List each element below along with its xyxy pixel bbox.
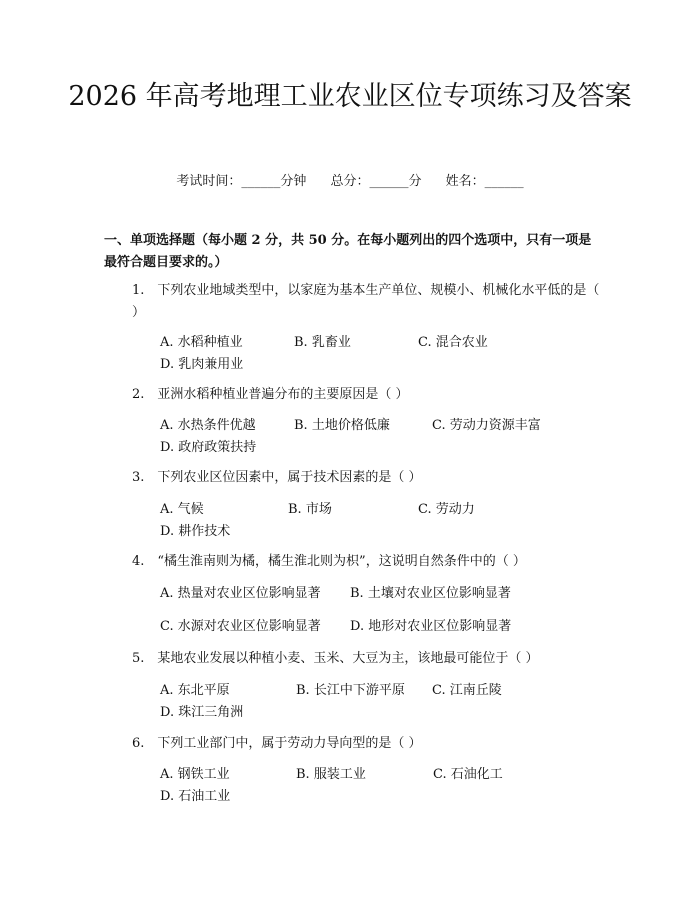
question-5: [104, 648, 600, 670]
exam-meta: [0, 170, 700, 189]
question-stem: 2. 亚洲水稻种植业普遍分布的主要原因是（ ）: [132, 387, 409, 402]
exam-name: 姓名：______: [445, 174, 524, 189]
option-b: B. 乳畜业: [294, 335, 351, 350]
question-stem: 6. 下列工业部门中，属于劳动力导向型的是（ ）: [132, 736, 422, 751]
option-a: A. 水稻种植业: [160, 335, 243, 350]
option-d: D. 地形对农业区位影响显著: [350, 619, 512, 634]
option-d: D. 石油工业: [160, 789, 231, 804]
question-4-options-row-2: [104, 616, 600, 638]
option-b: B. 土壤对农业区位影响显著: [350, 586, 511, 601]
option-b: B. 土地价格低廉: [294, 418, 390, 433]
question-1-options: [104, 332, 600, 376]
exam-time: 考试时间：______分钟: [176, 174, 307, 189]
option-c: C. 劳动力资源丰富: [432, 418, 541, 433]
question-1: [104, 280, 600, 324]
question-stem: 3. 下列农业区位因素中，属于技术因素的是（ ）: [132, 470, 422, 485]
option-a: A. 气候: [160, 502, 204, 517]
question-6: [104, 733, 600, 755]
option-c: C. 石油化工: [433, 767, 503, 782]
question-3: [104, 467, 600, 489]
question-5-options: [104, 680, 600, 724]
question-2-options: [104, 415, 600, 459]
question-2: [104, 384, 600, 406]
option-d: D. 耕作技术: [160, 524, 231, 539]
question-stem: 5. 某地农业发展以种植小麦、玉米、大豆为主，该地最可能位于（ ）: [132, 651, 539, 666]
question-4-options-row-1: [104, 583, 600, 605]
option-c: C. 水源对农业区位影响显著: [160, 619, 321, 634]
option-d: D. 乳肉兼用业: [160, 357, 244, 372]
question-3-options: [104, 499, 600, 543]
section-heading: 一、单项选择题（每小题 2 分，共 50 分。在每小题列出的四个选项中，只有一项是最符合题目要求的。）: [104, 233, 592, 270]
option-b: B. 服装工业: [296, 767, 366, 782]
question-4: [104, 551, 600, 573]
option-b: B. 长江中下游平原: [296, 683, 405, 698]
option-d: D. 珠江三角洲: [160, 705, 244, 720]
option-b: B. 市场: [288, 502, 332, 517]
question-stem: 1. 下列农业地域类型中，以家庭为基本生产单位、规模小、机械化水平低的是（ ）: [132, 283, 600, 320]
page-title: 2026 年高考地理工业农业区位专项练习及答案: [68, 81, 632, 112]
exam-score: 总分：______分: [330, 174, 422, 189]
question-6-options: [104, 764, 600, 808]
option-c: C. 混合农业: [418, 335, 488, 350]
option-c: C. 江南丘陵: [432, 683, 502, 698]
option-a: A. 东北平原: [160, 683, 230, 698]
option-c: C. 劳动力: [418, 502, 475, 517]
option-a: A. 热量对农业区位影响显著: [160, 586, 321, 601]
option-d: D. 政府政策扶持: [160, 440, 257, 455]
option-a: A. 钢铁工业: [160, 767, 230, 782]
question-stem: 4. “橘生淮南则为橘，橘生淮北则为枳”，这说明自然条件中的（ ）: [132, 554, 526, 569]
option-a: A. 水热条件优越: [160, 418, 256, 433]
